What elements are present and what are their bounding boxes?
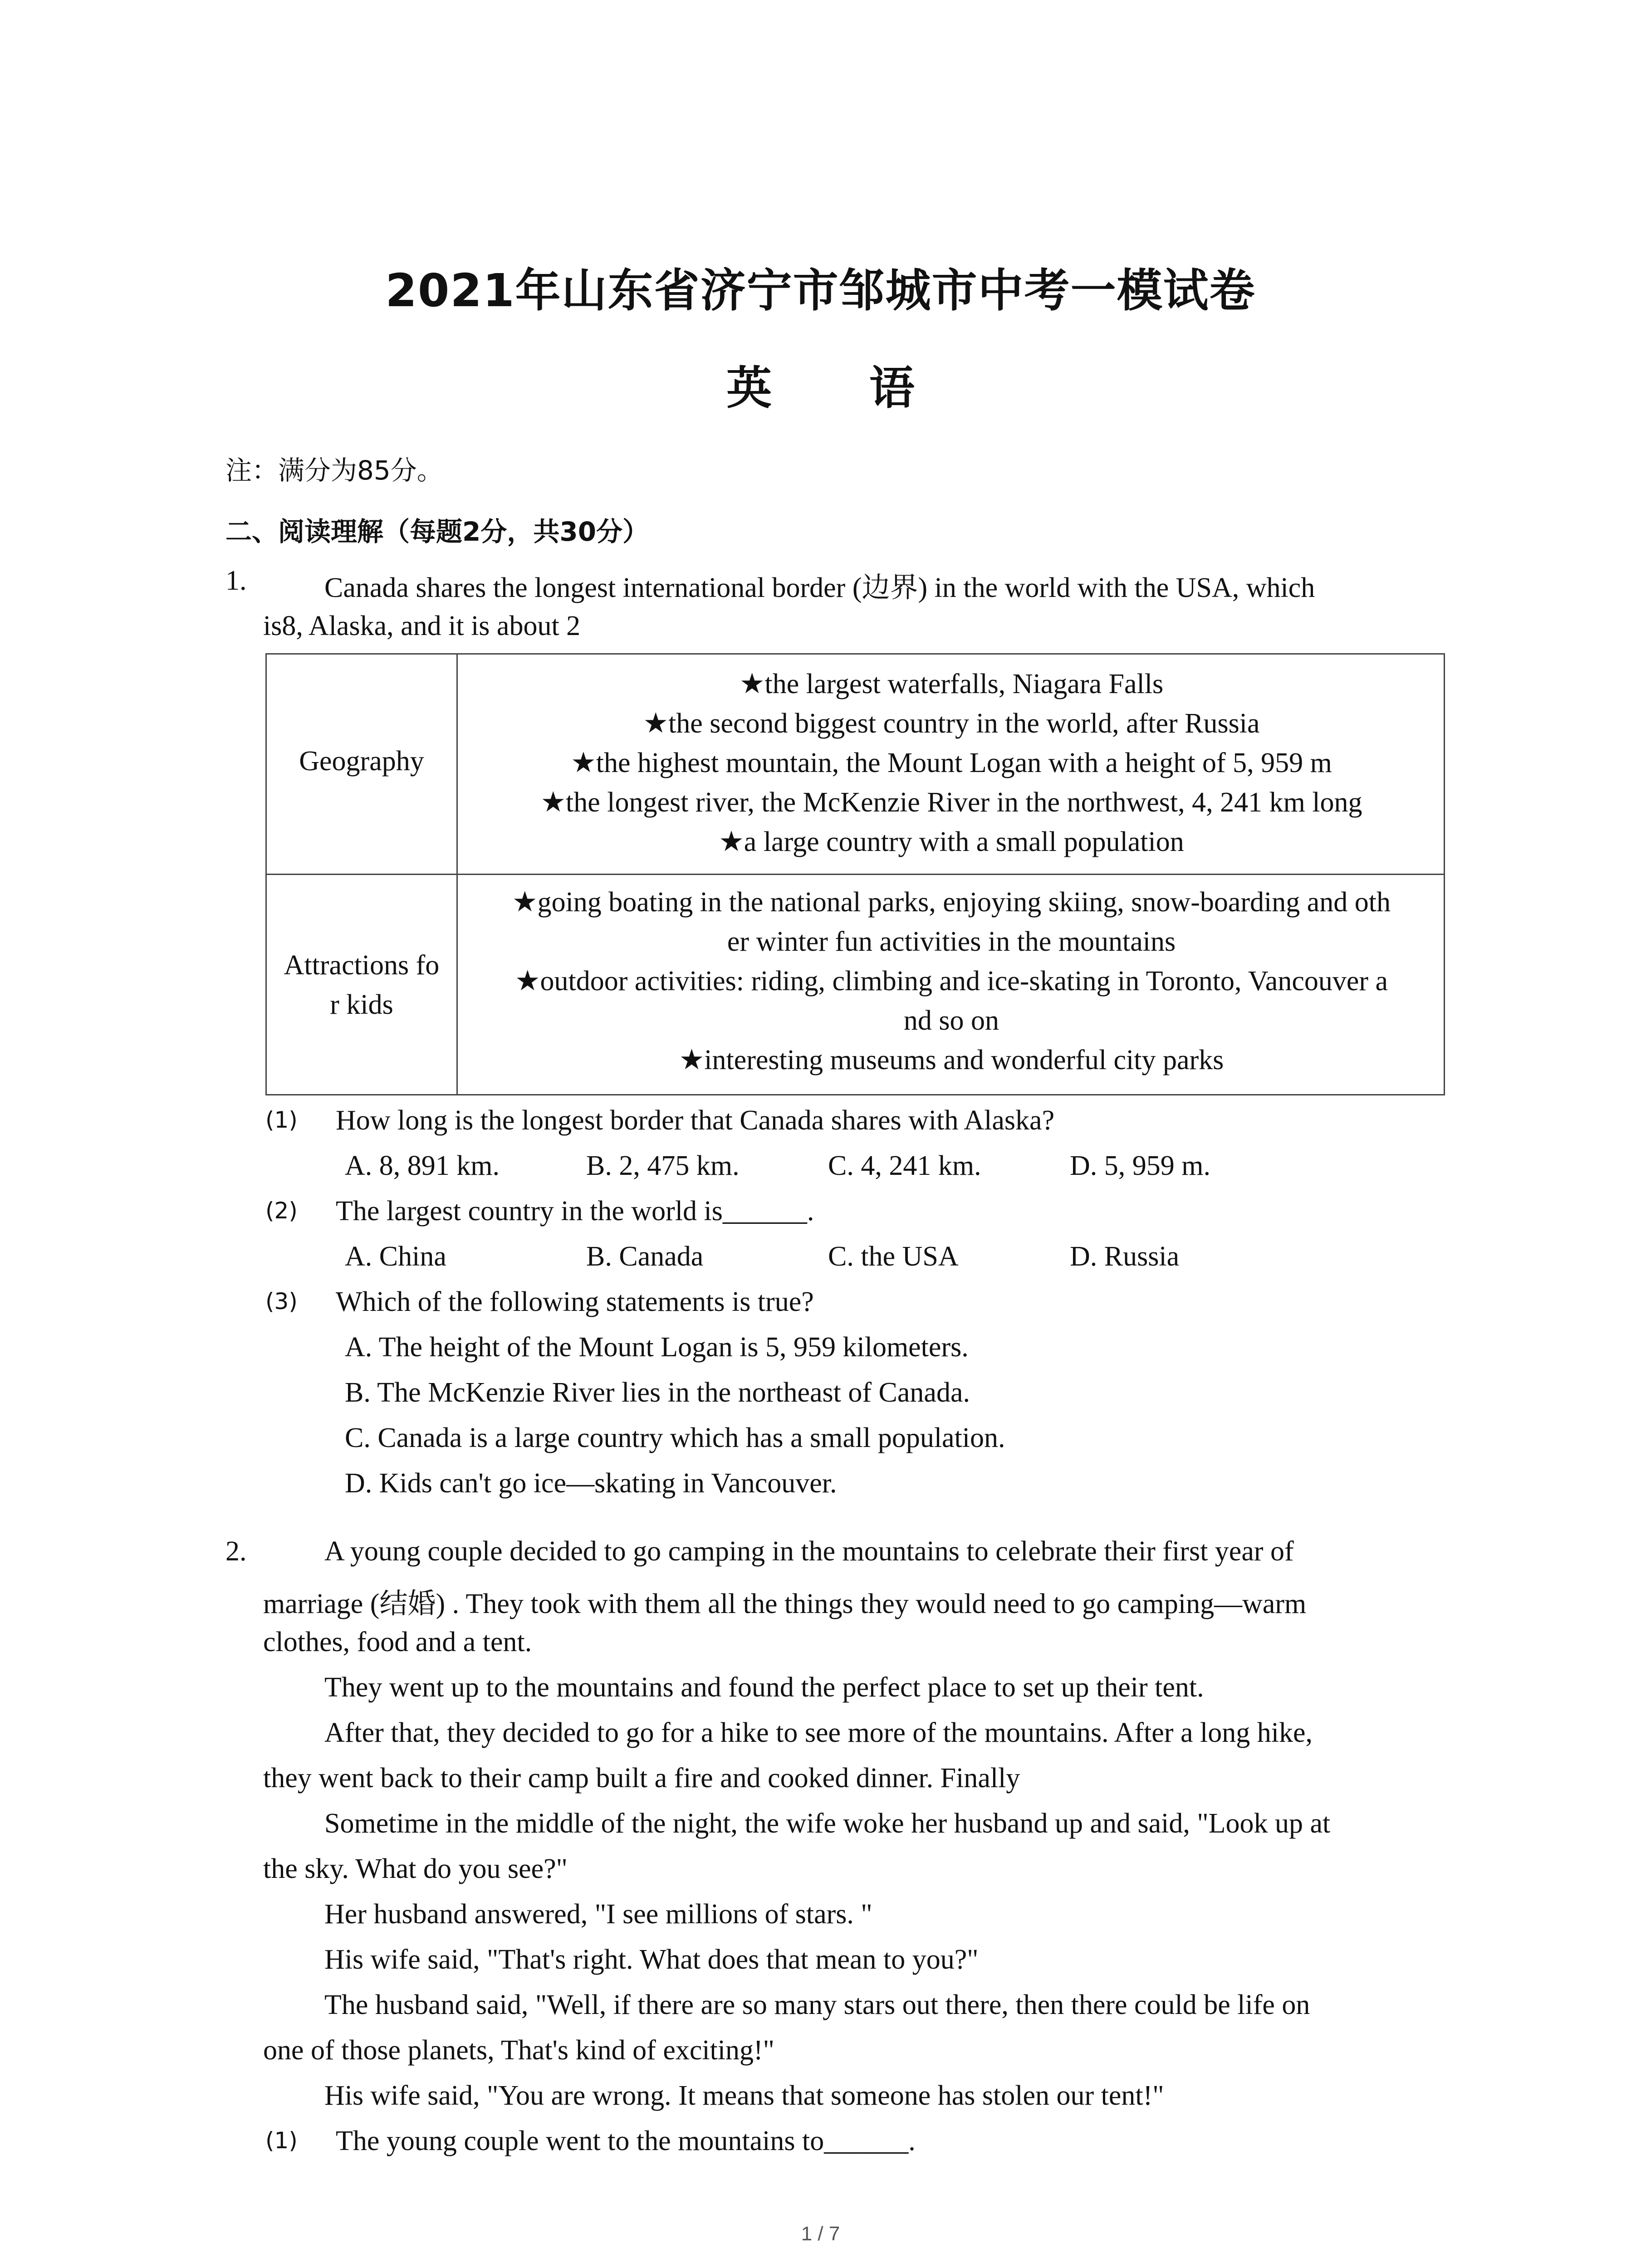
subject-title: 英 语 bbox=[726, 362, 955, 415]
passage-line: They went up to the mountains and found the perfect place to set up their tent. bbox=[324, 1672, 1204, 1703]
row-head-geography: Geography bbox=[299, 746, 424, 777]
passage-line: Her husband answered, "I see millions of stars. " bbox=[324, 1899, 872, 1930]
option-c[interactable]: C. 4, 241 km. bbox=[828, 1150, 981, 1181]
passage-line: Sometime in the middle of the night, the wife woke her husband up and said, "Look up at bbox=[324, 1808, 1331, 1839]
passage-line: His wife said, "That's right. What does that mean to you?" bbox=[324, 1944, 979, 1975]
row-head-attractions bbox=[267, 946, 456, 1025]
passage-line: marriage (结婚) . They took with them all the things they would need to go camping—warm bbox=[263, 1589, 1307, 1619]
geography-cell bbox=[458, 665, 1445, 862]
table-item: ★a large country with a small population bbox=[719, 826, 1184, 857]
passage-line: they went back to their camp built a fire and cooked dinner. Finally bbox=[263, 1763, 1020, 1794]
q1-intro-line-2: is8, Alaska, and it is about 2 bbox=[263, 611, 581, 641]
table-item: ★the largest waterfalls, Niagara Falls bbox=[739, 669, 1164, 699]
table-item: ★the second biggest country in the world, after Russia bbox=[643, 708, 1260, 739]
subquestion-text: The largest country in the world is______. bbox=[336, 1196, 814, 1227]
option-a[interactable]: A. 8, 891 km. bbox=[345, 1150, 500, 1181]
subquestion-number: (1) bbox=[265, 1107, 298, 1133]
table-item: ★outdoor activities: riding, climbing and ice-skating in Toronto, Vancouver a bbox=[514, 966, 1388, 997]
option-a[interactable]: A. China bbox=[345, 1241, 446, 1272]
passage-line: His wife said, "You are wrong. It means that someone has stolen our tent!" bbox=[324, 2080, 1164, 2111]
question-1-number: 1. bbox=[225, 565, 247, 596]
passage-line: the sky. What do you see?" bbox=[263, 1853, 568, 1884]
question-2-number: 2. bbox=[225, 1536, 247, 1567]
subquestion-text: The young couple went to the mountains to______. bbox=[336, 2126, 916, 2156]
passage-line: The husband said, "Well, if there are so many stars out there, then there could be life on bbox=[324, 1989, 1310, 2020]
option-b[interactable]: B. The McKenzie River lies in the northeast of Canada. bbox=[345, 1377, 970, 1408]
page-number: 1 / 7 bbox=[801, 2223, 840, 2245]
passage-line: A young couple decided to go camping in the mountains to celebrate their first year of bbox=[324, 1536, 1294, 1567]
section-heading: 二、阅读理解（每题2分，共30分） bbox=[225, 516, 649, 547]
table-item: ★the longest river, the McKenzie River in the northwest, 4, 241 km long bbox=[540, 787, 1362, 818]
table-item: ★the highest mountain, the Mount Logan with a height of 5, 959 m bbox=[571, 748, 1332, 778]
q1-intro-line-1: Canada shares the longest international border (边界) in the world with the USA, which bbox=[324, 572, 1315, 603]
option-c[interactable]: C. Canada is a large country which has a small population. bbox=[345, 1422, 1005, 1453]
subquestion-text: Which of the following statements is true? bbox=[336, 1286, 814, 1317]
table-item: nd so on bbox=[903, 1005, 999, 1036]
option-d[interactable]: D. 5, 959 m. bbox=[1070, 1150, 1210, 1181]
row-head-line: Attractions fo bbox=[284, 950, 440, 981]
table-item: ★going boating in the national parks, enjoying skiing, snow-boarding and oth bbox=[512, 887, 1391, 918]
exam-title: 2021年山东省济宁市邹城市中考一模试卷 bbox=[385, 264, 1256, 317]
subquestion-number: (1) bbox=[265, 2127, 298, 2154]
table-item: er winter fun activities in the mountains bbox=[727, 926, 1176, 957]
option-b[interactable]: B. Canada bbox=[586, 1241, 704, 1272]
passage-line: clothes, food and a tent. bbox=[263, 1627, 532, 1657]
table-item: ★interesting museums and wonderful city parks bbox=[679, 1045, 1224, 1075]
subquestion-number: (2) bbox=[265, 1198, 298, 1224]
row-head-line: r kids bbox=[330, 989, 393, 1020]
option-c[interactable]: C. the USA bbox=[828, 1241, 959, 1272]
attractions-cell bbox=[458, 883, 1445, 1080]
option-d[interactable]: D. Kids can't go ice—skating in Vancouver. bbox=[345, 1468, 837, 1499]
canada-facts-table bbox=[265, 653, 1445, 1095]
option-b[interactable]: B. 2, 475 km. bbox=[586, 1150, 740, 1181]
subquestion-text: How long is the longest border that Canada shares with Alaska? bbox=[336, 1105, 1055, 1136]
score-note: 注：满分为85分。 bbox=[225, 455, 443, 486]
passage-line: After that, they decided to go for a hike to see more of the mountains. After a long hike, bbox=[324, 1717, 1313, 1748]
passage-line: one of those planets, That's kind of exciting!" bbox=[263, 2035, 774, 2066]
option-a[interactable]: A. The height of the Mount Logan is 5, 959 kilometers. bbox=[345, 1332, 969, 1363]
option-d[interactable]: D. Russia bbox=[1070, 1241, 1180, 1272]
subquestion-number: (3) bbox=[265, 1288, 298, 1315]
table-row-divider bbox=[267, 874, 1444, 875]
